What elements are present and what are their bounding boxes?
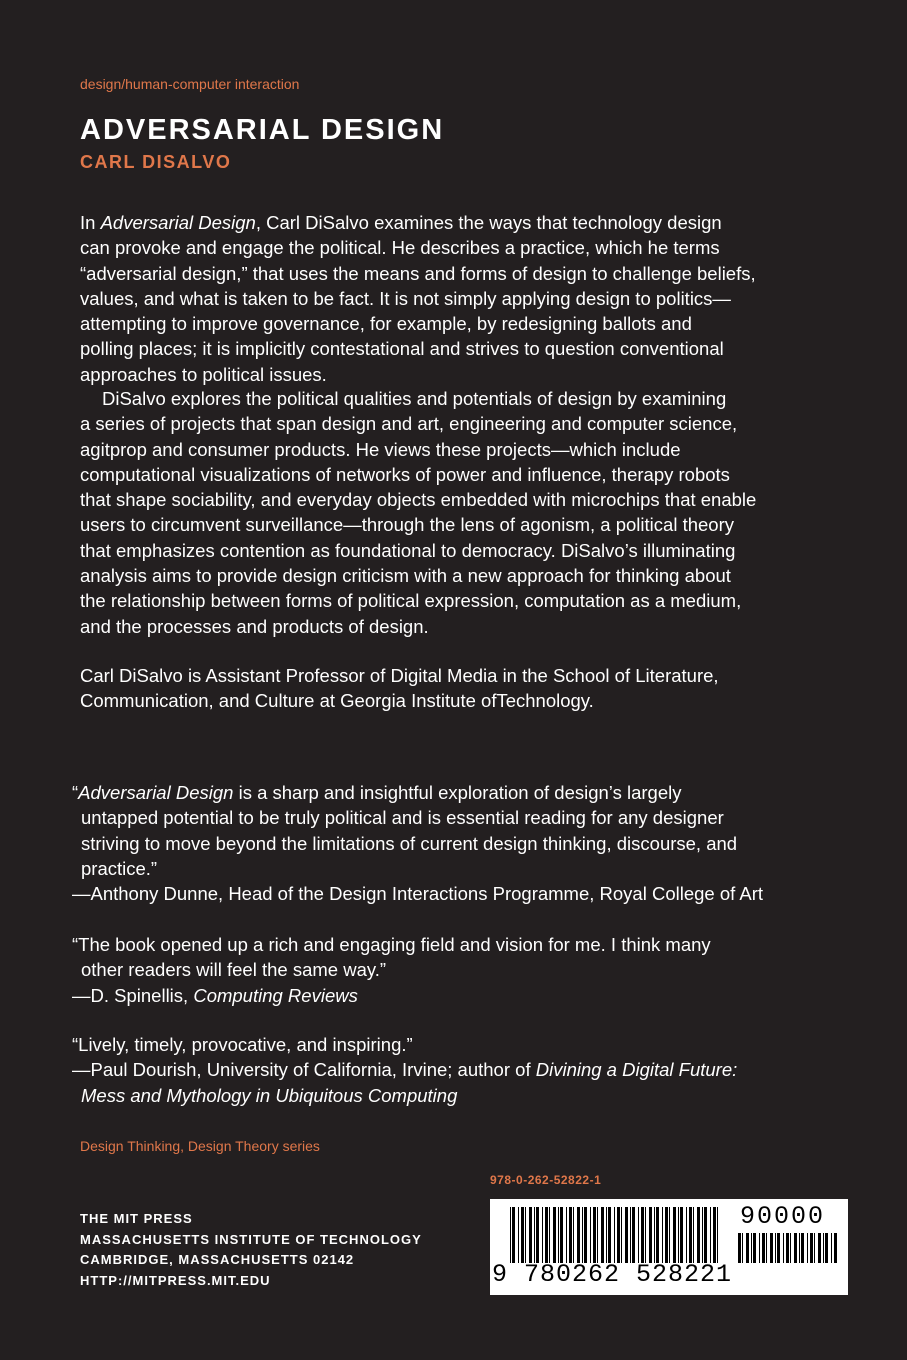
barcode-bar bbox=[512, 1207, 515, 1263]
quote-attribution: —Anthony Dunne, Head of the Design Interactions Programme, Royal College of Art bbox=[72, 883, 764, 905]
text-line: DiSalvo explores the political qualities and potentials of design by examining bbox=[102, 388, 727, 409]
barcode-bar bbox=[770, 1233, 773, 1263]
text-line: untapped potential to be truly political and is essential reading for any designer bbox=[81, 807, 724, 829]
barcode-bar bbox=[665, 1207, 668, 1263]
barcode-bar bbox=[649, 1207, 652, 1263]
barcode-bar bbox=[751, 1233, 752, 1263]
barcode-bar bbox=[560, 1207, 563, 1263]
barcode-bar bbox=[762, 1233, 765, 1263]
barcode-bar bbox=[807, 1233, 808, 1263]
text-line: that emphasizes contention as foundational to democracy. DiSalvo’s illuminating bbox=[80, 539, 736, 561]
quote-attribution: —Paul Dourish, University of California, Irvine; author of Divining a Digital Future: bbox=[72, 1059, 738, 1081]
barcode-bar bbox=[536, 1207, 539, 1263]
text-line: computational visualizations of networks of power and influence, therapy robots bbox=[80, 463, 730, 485]
book-title: ADVERSARIAL DESIGN bbox=[80, 114, 445, 146]
series-label: Design Thinking, Design Theory series bbox=[80, 1138, 320, 1154]
barcode-bar bbox=[601, 1207, 604, 1263]
quote-attribution: —D. Spinellis, Computing Reviews bbox=[72, 984, 358, 1006]
text-line: In Adversarial Design, Carl DiSalvo examines the ways that technology design bbox=[80, 212, 722, 233]
barcode-bar bbox=[834, 1233, 837, 1263]
barcode-bar bbox=[738, 1233, 741, 1263]
text-line: analysis aims to provide design criticism with a new approach for thinking about bbox=[80, 565, 731, 587]
publisher-info bbox=[80, 1209, 422, 1291]
barcode-bar bbox=[645, 1207, 646, 1263]
text-line: other readers will feel the same way.” bbox=[81, 959, 387, 981]
barcode-bar bbox=[630, 1207, 631, 1263]
isbn-number: 978-0-262-52822-1 bbox=[490, 1173, 602, 1187]
barcode-bar bbox=[569, 1207, 572, 1263]
barcode-bar bbox=[786, 1233, 789, 1263]
barcode-bar bbox=[823, 1233, 824, 1263]
barcode-bar bbox=[521, 1207, 524, 1263]
author-bio bbox=[80, 663, 870, 714]
text-line: “Lively, timely, provocative, and inspiring.” bbox=[72, 1034, 413, 1055]
publisher-name: THE MIT PRESS bbox=[80, 1211, 193, 1226]
barcode-bar bbox=[686, 1207, 687, 1263]
text-line: that shape sociability, and everyday objects embedded with microchips that enable bbox=[80, 489, 757, 511]
barcode-bar bbox=[549, 1207, 550, 1263]
description-paragraph-1 bbox=[80, 210, 870, 387]
barcode-bar bbox=[593, 1207, 596, 1263]
text-line: agitprop and consumer products. He views these projects—which include bbox=[80, 438, 681, 460]
barcode-bar bbox=[518, 1207, 519, 1263]
barcode-bar bbox=[766, 1233, 767, 1263]
barcode-bar bbox=[529, 1207, 532, 1263]
author-name: CARL DISALVO bbox=[80, 152, 232, 172]
barcode-bar bbox=[794, 1233, 797, 1263]
barcode-bar bbox=[777, 1233, 780, 1263]
barcode-bar bbox=[510, 1207, 511, 1263]
book-title-italic: Adversarial Design bbox=[100, 212, 256, 233]
barcode-bar bbox=[713, 1207, 716, 1263]
text-line: a series of projects that span design and art, engineering and computer science, bbox=[80, 413, 738, 435]
barcode-bar bbox=[553, 1207, 556, 1263]
text-line: “Adversarial Design is a sharp and insightful exploration of design’s largely bbox=[72, 782, 682, 803]
barcode-bar bbox=[814, 1233, 815, 1263]
text-line: Carl DiSalvo is Assistant Professor of Digital Media in the School of Literature, bbox=[80, 665, 719, 686]
barcode-bar bbox=[656, 1207, 659, 1263]
barcode-bar bbox=[689, 1207, 692, 1263]
barcode-bar bbox=[638, 1207, 639, 1263]
barcode-bar bbox=[662, 1207, 663, 1263]
barcode-bar bbox=[775, 1233, 776, 1263]
publisher-address: CAMBRIDGE, MASSACHUSETTS 02142 bbox=[80, 1252, 355, 1267]
description-paragraph-2 bbox=[80, 386, 870, 639]
barcode-bar bbox=[790, 1233, 791, 1263]
blurb-dunne bbox=[72, 780, 872, 906]
barcode-bar bbox=[597, 1207, 598, 1263]
barcode-bar bbox=[801, 1233, 804, 1263]
barcode-bar bbox=[810, 1233, 813, 1263]
barcode-bar bbox=[542, 1207, 543, 1263]
barcode-bar bbox=[759, 1233, 760, 1263]
barcode-bar bbox=[825, 1233, 828, 1263]
text-line: attempting to improve governance, for example, by redesigning ballots and bbox=[80, 313, 692, 335]
barcode-bar bbox=[606, 1207, 607, 1263]
isbn-barcode bbox=[490, 1199, 848, 1295]
text-line: “The book opened up a rich and engaging field and vision for me. I think many bbox=[72, 934, 711, 955]
text-line: can provoke and engage the political. He describes a practice, which he terms bbox=[80, 237, 720, 259]
text-line: practice.” bbox=[81, 857, 158, 879]
barcode-bar bbox=[525, 1207, 526, 1263]
barcode-bar bbox=[717, 1207, 718, 1263]
text-line: Communication, and Culture at Georgia Institute ofTechnology. bbox=[80, 690, 594, 712]
barcode-bar bbox=[783, 1233, 784, 1263]
barcode-bar bbox=[534, 1207, 535, 1263]
barcode-bar bbox=[641, 1207, 644, 1263]
barcode-bar bbox=[654, 1207, 655, 1263]
barcode-bar bbox=[590, 1207, 591, 1263]
barcode-bar bbox=[545, 1207, 548, 1263]
barcode-bar bbox=[746, 1233, 749, 1263]
barcode-bar bbox=[697, 1207, 700, 1263]
barcode-digits: 9 780262 528221 bbox=[492, 1260, 733, 1289]
publisher-institution: MASSACHUSETTS INSTITUTE OF TECHNOLOGY bbox=[80, 1231, 422, 1247]
text-line: Mess and Mythology in Ubiquitous Computing bbox=[81, 1084, 458, 1106]
barcode-bar bbox=[558, 1207, 559, 1263]
barcode-bar bbox=[625, 1207, 628, 1263]
text-line: users to circumvent surveillance—through the lens of agonism, a political theory bbox=[80, 514, 734, 536]
barcode-bar bbox=[582, 1207, 583, 1263]
barcode-bar bbox=[573, 1207, 574, 1263]
barcode-bar bbox=[584, 1207, 587, 1263]
category-label: design/human-computer interaction bbox=[80, 76, 300, 92]
barcode-bar bbox=[831, 1233, 832, 1263]
barcode-bar bbox=[678, 1207, 679, 1263]
text-line: the relationship between forms of political expression, computation as a medium, bbox=[80, 590, 742, 612]
barcode-bar bbox=[632, 1207, 635, 1263]
blurb-spinellis bbox=[72, 932, 872, 1008]
text-line: polling places; it is implicitly contestational and strives to question conventional bbox=[80, 338, 724, 360]
barcode-bar bbox=[614, 1207, 615, 1263]
barcode-bar bbox=[566, 1207, 567, 1263]
barcode-bar bbox=[693, 1207, 694, 1263]
text-line: and the processes and products of design. bbox=[80, 615, 429, 637]
barcode-bar bbox=[704, 1207, 707, 1263]
barcode-bar bbox=[753, 1233, 756, 1263]
text-line: values, and what is taken to be fact. It is not simply applying design to politics— bbox=[80, 287, 731, 309]
text-line: “adversarial design,” that uses the means and forms of design to challenge beliefs, bbox=[80, 262, 756, 284]
publisher-url: HTTP://MITPRESS.MIT.EDU bbox=[80, 1272, 271, 1288]
barcode-bar bbox=[680, 1207, 683, 1263]
barcode-bar bbox=[669, 1207, 670, 1263]
text-line: approaches to political issues. bbox=[80, 363, 327, 385]
barcode-bar bbox=[617, 1207, 620, 1263]
barcode-bar bbox=[577, 1207, 580, 1263]
barcode-bar bbox=[673, 1207, 676, 1263]
blurb-dourish bbox=[72, 1032, 872, 1108]
barcode-bar bbox=[608, 1207, 611, 1263]
barcode-bar bbox=[710, 1207, 711, 1263]
barcode-bar bbox=[742, 1233, 743, 1263]
barcode-addon-digits: 90000 bbox=[740, 1202, 826, 1231]
barcode-bar bbox=[818, 1233, 821, 1263]
text-line: striving to move beyond the limitations of current design thinking, discourse, and bbox=[81, 832, 738, 854]
barcode-bar bbox=[799, 1233, 800, 1263]
barcode-bar bbox=[702, 1207, 703, 1263]
barcode-bar bbox=[621, 1207, 622, 1263]
